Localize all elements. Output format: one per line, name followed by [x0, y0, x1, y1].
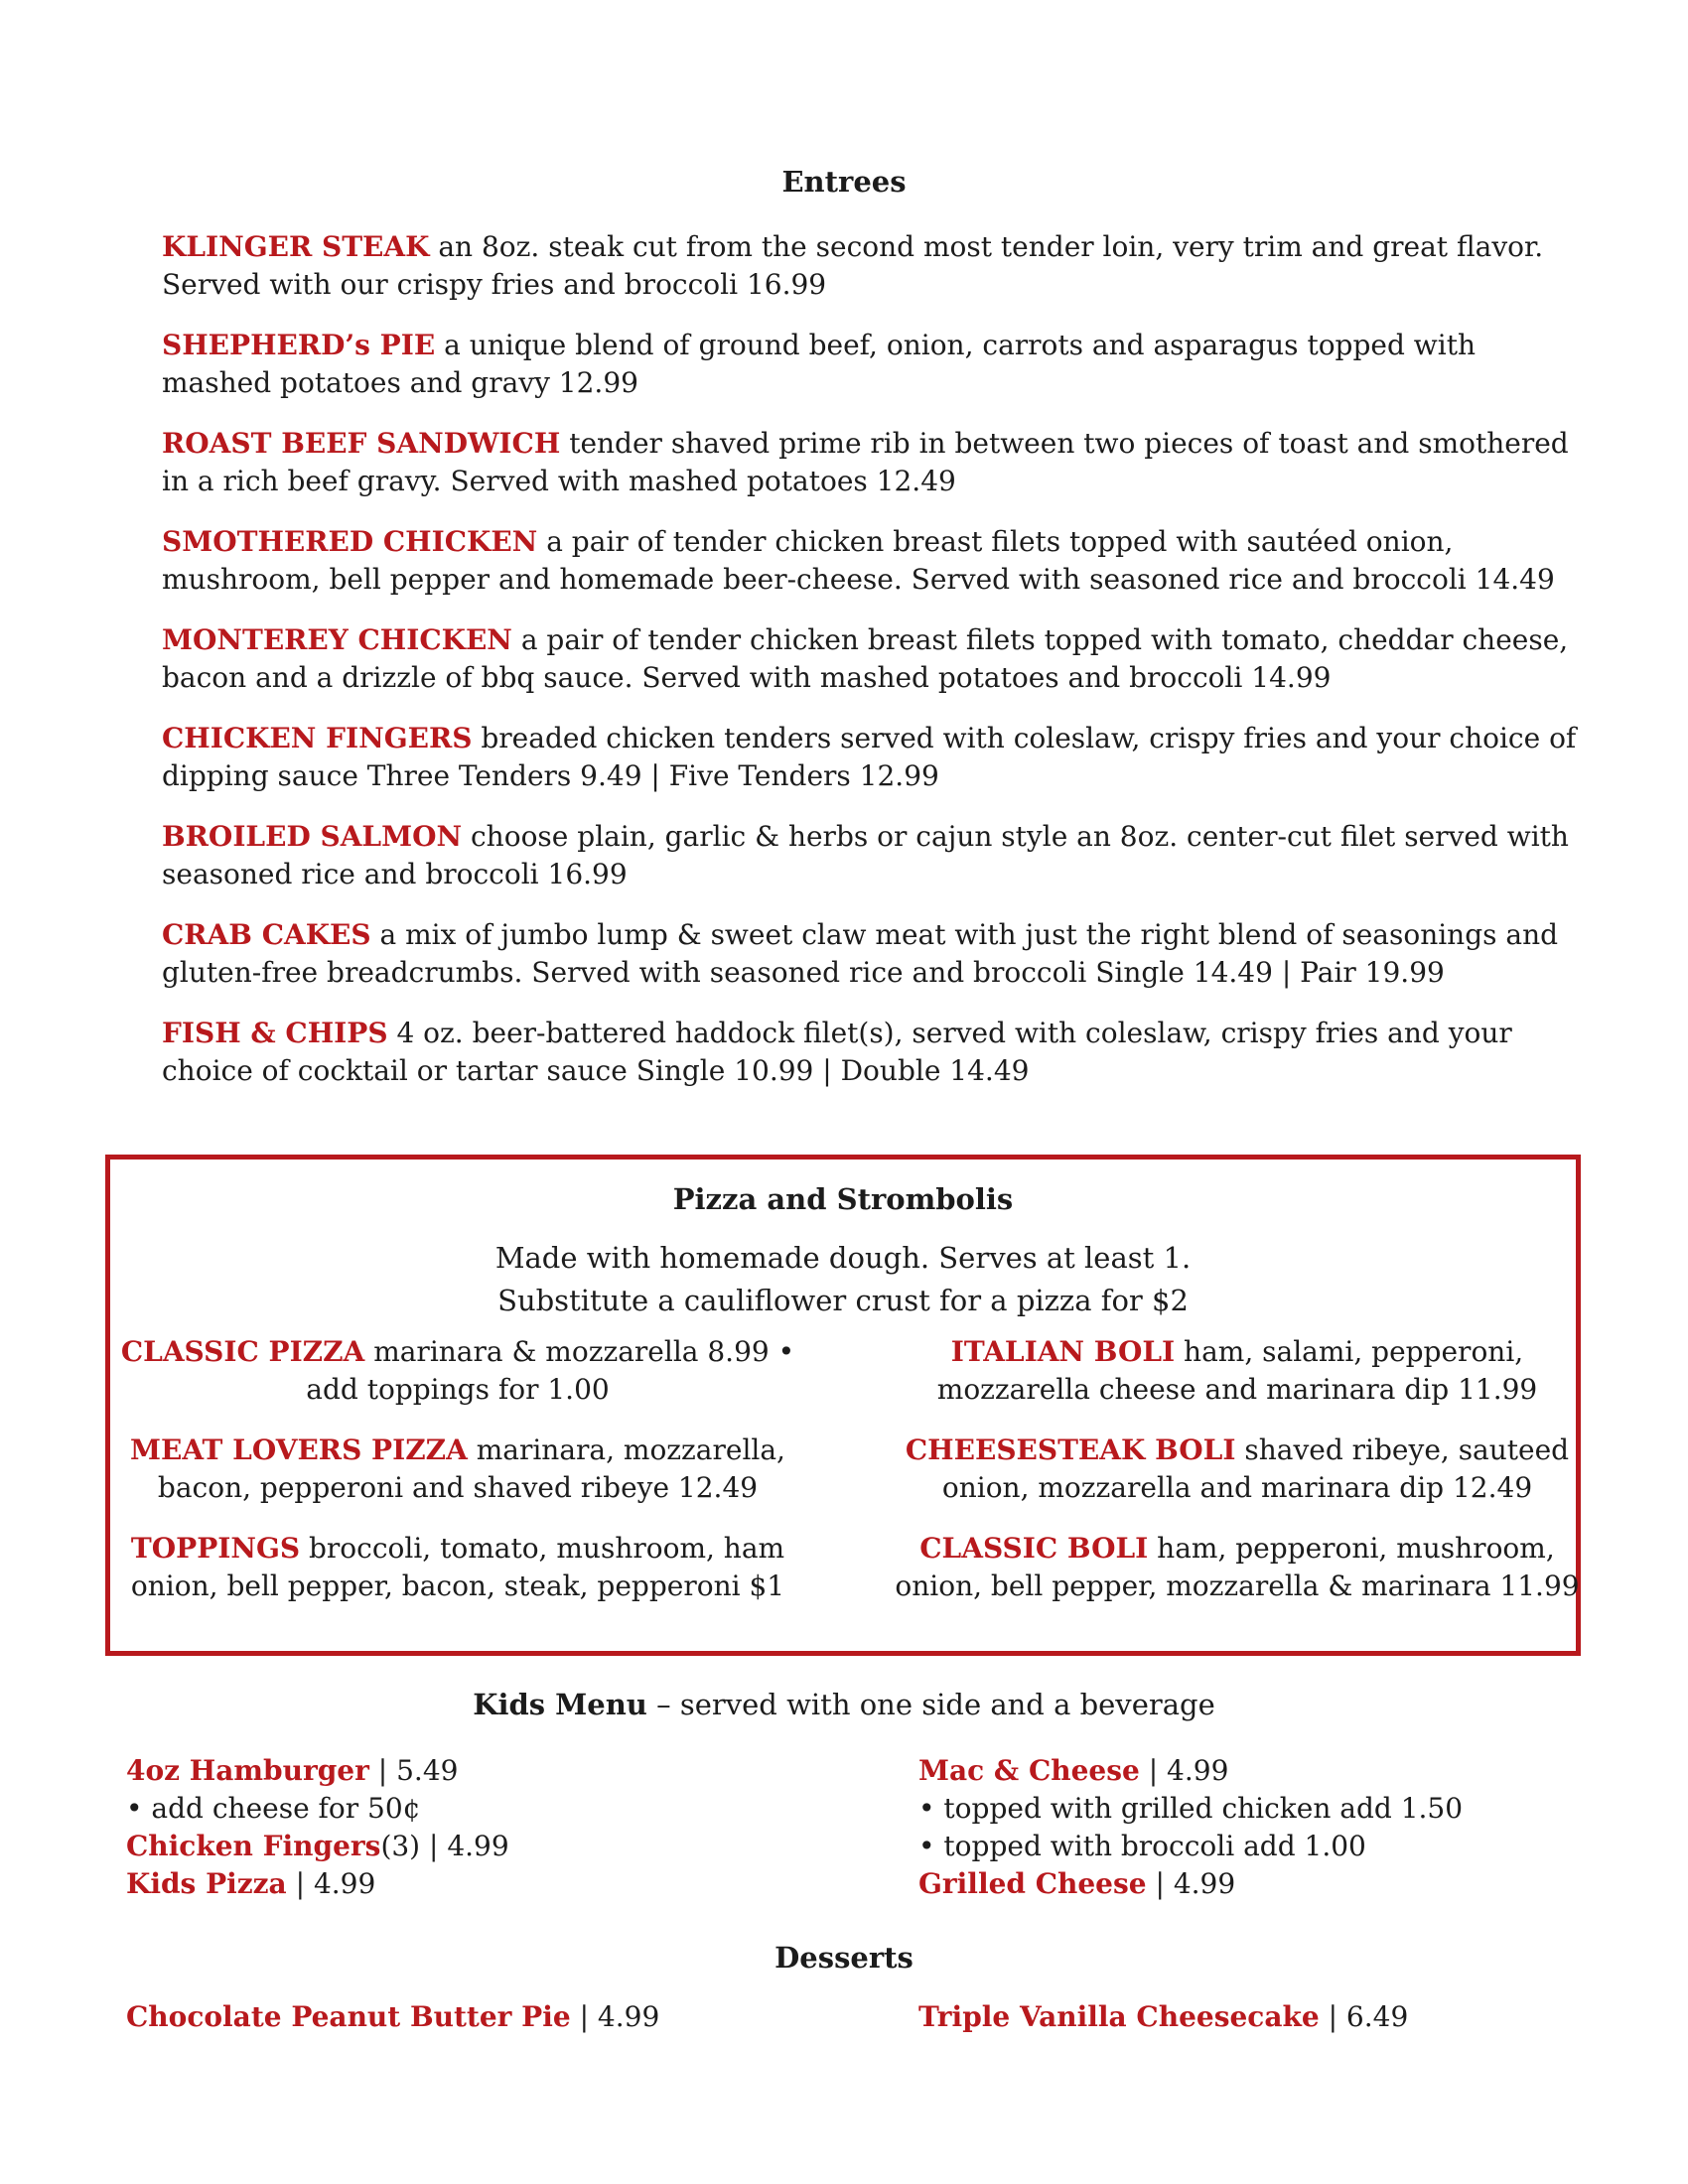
kids-heading: [0, 1688, 1688, 1721]
item-name: CLASSIC PIZZA: [120, 1335, 365, 1368]
kids-right-column: [918, 1752, 1614, 1903]
item-price: | 6.49: [1328, 2000, 1409, 2033]
menu-item: [162, 327, 1592, 402]
item-name: ROAST BEEF SANDWICH: [162, 427, 561, 460]
menu-item: [895, 1333, 1580, 1409]
item-name: Chicken Fingers: [126, 1830, 381, 1862]
menu-item: [895, 1530, 1580, 1605]
item-description: choose plain, garlic & herbs or cajun style an 8oz. center-cut filet served with seasoned rice and broccoli 16.99: [162, 820, 1569, 890]
pizza-left-column: [115, 1333, 800, 1628]
item-description: tender shaved prime rib in between two pieces of toast and smothered in a rich beef gravy. Served with mashed potatoes 12.49: [162, 427, 1569, 497]
menu-item: [126, 1865, 821, 1903]
item-description: ham, pepperoni, mushroom, onion, bell pepper, mozzarella & marinara 11.99: [895, 1532, 1580, 1602]
item-price: | 4.99: [1155, 1867, 1236, 1900]
item-note: • topped with grilled chicken add 1.50: [918, 1792, 1464, 1825]
menu-item: [162, 818, 1592, 893]
item-name: CHEESESTEAK BOLI: [905, 1433, 1236, 1466]
item-price: (3) | 4.99: [380, 1830, 509, 1862]
item-price: | 4.99: [1148, 1754, 1229, 1787]
dessert-item: [918, 1998, 1614, 2036]
menu-item: [162, 425, 1592, 500]
item-name: BROILED SALMON: [162, 820, 463, 853]
pizza-section: [105, 1155, 1581, 1656]
item-description: a pair of tender chicken breast filets topped with tomato, cheddar cheese, bacon and a drizzle of bbq sauce. Served with mashed potatoes and broccoli 14.99: [162, 623, 1569, 694]
menu-item: [162, 720, 1592, 795]
item-description: an 8oz. steak cut from the second most tender loin, very trim and great flavor. Served with our crispy fries and broccoli 16.99: [162, 230, 1544, 301]
item-description: breaded chicken tenders served with coleslaw, crispy fries and your choice of dipping sauce Three Tenders 9.49 | Five Tenders 12.99: [162, 722, 1577, 792]
item-description: a mix of jumbo lump & sweet claw meat with just the right blend of seasonings and gluten-free breadcrumbs. Served with seasoned rice and broccoli Single 14.49 | Pair 19.99: [162, 918, 1559, 989]
item-description: a unique blend of ground beef, onion, carrots and asparagus topped with mashed potatoes and gravy 12.99: [162, 329, 1477, 399]
item-name: KLINGER STEAK: [162, 230, 430, 263]
item-name: Triple Vanilla Cheesecake: [918, 2000, 1320, 2033]
item-name: MEAT LOVERS PIZZA: [130, 1433, 468, 1466]
kids-title: Kids Menu: [473, 1688, 647, 1721]
kids-subtitle: – served with one side and a beverage: [656, 1688, 1215, 1721]
entrees-list: [162, 228, 1592, 1113]
item-description: broccoli, tomato, mushroom, ham onion, bell pepper, bacon, steak, pepperoni $1: [130, 1532, 785, 1602]
menu-item: [162, 1015, 1592, 1090]
item-name: TOPPINGS: [130, 1532, 301, 1565]
item-name: CRAB CAKES: [162, 918, 371, 951]
item-name: SHEPHERD’s PIE: [162, 329, 436, 361]
item-price: | 4.99: [295, 1867, 376, 1900]
item-price: | 4.99: [579, 2000, 660, 2033]
item-name: MONTEREY CHICKEN: [162, 623, 512, 656]
item-description: a pair of tender chicken breast filets topped with sautéed onion, mushroom, bell pepper and homemade beer-cheese. Served with seasoned rice and broccoli 14.49: [162, 525, 1555, 596]
item-description: shaved ribeye, sauteed onion, mozzarella and marinara dip 12.49: [941, 1433, 1570, 1504]
pizza-intro-line: Made with homemade dough. Serves at least 1.: [494, 1241, 1192, 1275]
item-description: 4 oz. beer-battered haddock filet(s), served with coleslaw, crispy fries and your choice of cocktail or tartar sauce Single 10.99 | Double 14.49: [162, 1017, 1512, 1087]
menu-item: [895, 1432, 1580, 1507]
item-name: Grilled Cheese: [918, 1867, 1147, 1900]
item-name: SMOTHERED CHICKEN: [162, 525, 538, 558]
item-note: • add cheese for 50¢: [126, 1792, 421, 1825]
menu-item: [162, 523, 1592, 599]
entrees-heading: Entrees: [781, 165, 907, 199]
pizza-intro: [110, 1237, 1576, 1322]
pizza-right-column: [895, 1333, 1580, 1628]
item-price: | 5.49: [377, 1754, 459, 1787]
item-description: marinara & mozzarella 8.99 • add toppings for 1.00: [306, 1335, 795, 1406]
menu-item: [918, 1865, 1614, 1903]
menu-item: [115, 1333, 800, 1409]
menu-item: [162, 228, 1592, 304]
item-name: 4oz Hamburger: [126, 1754, 369, 1787]
item-description: marinara, mozzarella, bacon, pepperoni and shaved ribeye 12.49: [157, 1433, 785, 1504]
pizza-heading: Pizza and Strombolis: [672, 1182, 1014, 1216]
item-description: ham, salami, pepperoni, mozzarella cheese and marinara dip 11.99: [936, 1335, 1538, 1406]
menu-item: [126, 1752, 821, 1790]
menu-item: [162, 916, 1592, 992]
pizza-intro-line: Substitute a cauliflower crust for a pizza for $2: [497, 1284, 1189, 1317]
item-name: Chocolate Peanut Butter Pie: [126, 2000, 571, 2033]
item-name: Kids Pizza: [126, 1867, 287, 1900]
desserts-heading: Desserts: [774, 1941, 914, 1975]
item-name: Mac & Cheese: [918, 1754, 1140, 1787]
item-name: FISH & CHIPS: [162, 1017, 388, 1049]
item-name: ITALIAN BOLI: [950, 1335, 1176, 1368]
item-name: CLASSIC BOLI: [919, 1532, 1149, 1565]
menu-item: [115, 1432, 800, 1507]
menu-item: [115, 1530, 800, 1605]
kids-left-column: [126, 1752, 821, 1903]
item-name: CHICKEN FINGERS: [162, 722, 473, 754]
menu-item: [918, 1752, 1614, 1790]
menu-item: [126, 1828, 821, 1865]
item-note: • topped with broccoli add 1.00: [918, 1830, 1366, 1862]
menu-item: [162, 621, 1592, 697]
dessert-item: [126, 1998, 821, 2036]
